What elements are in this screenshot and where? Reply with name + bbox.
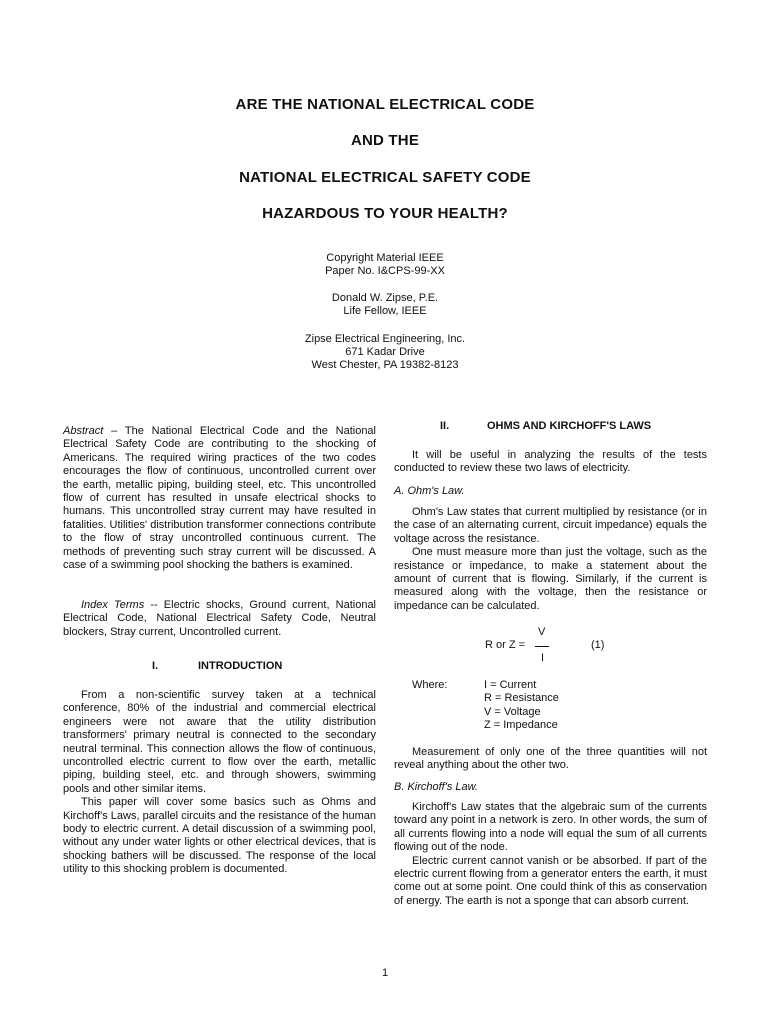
intro-paragraph-2: This paper will cover some basics such as Ohms and Kirchoff's Laws, parallel circuits and the resistance of the human body to electric current. A detail discussion of a swimming pool, without any under water lights or other electrical devices, that is shocking bathers will be discussed. The response of the local utility to this shocking problem is documented.: [63, 796, 376, 876]
title-line-2: AND THE: [350, 132, 420, 149]
abstract-label: Abstract: [63, 425, 104, 437]
page-number: 1: [381, 967, 389, 979]
kirchoff-paragraph-1: Kirchoff's Law states that the algebraic sum of the currents toward any point in a network is zero. In other words, the sum of all currents flowing into a node will equal the sum of all currents flowing out of the node.: [394, 801, 707, 854]
definition-voltage: V = Voltage: [484, 705, 541, 718]
index-terms-text: -- Electric shocks, Ground current, National Electrical Code, National Electrical Safety Code, Neutral blockers, Stray current, Uncontrolled current.: [63, 599, 377, 638]
abstract-block: [63, 425, 376, 572]
definition-impedance: Z = Impedance: [484, 719, 558, 732]
copyright-line: Copyright Material IEEE: [326, 252, 444, 264]
where-label: Where:: [412, 679, 448, 691]
kirchoffs-law-body: [394, 801, 707, 908]
paper-number: Paper No. I&CPS-99-XX: [325, 265, 445, 277]
company-city: West Chester, PA 19382-8123: [311, 359, 459, 371]
company-name: Zipse Electrical Engineering, Inc.: [304, 333, 466, 345]
equation-number: (1): [591, 639, 605, 651]
introduction-body: [63, 689, 376, 877]
section-1-number: I.: [152, 660, 159, 672]
section-1-title: INTRODUCTION: [198, 660, 283, 672]
abstract-text: – The National Electrical Code and the National Electrical Safety Code are contributing to the shocking of Americans. The required wiring practices of the two codes encourages the flow of continuous, uncontrolled current over the earth, metallic piping, building steel, etc. This uncontrolled flow of current has resulted in unsafe electrical shocks to humans. This uncontrolled stray current may have resulted in fatalities. Utilities' distribution transformer connections contribute to the flow of stray uncontrolled continuous current. The methods of preventing such stray current will be discussed. A case of a swimming pool shocking the bathers is examined.: [63, 425, 376, 572]
section-2-title: OHMS AND KIRCHOFF'S LAWS: [487, 420, 652, 432]
definition-resistance: R = Resistance: [484, 692, 559, 705]
ohms-paragraph-1: Ohm's Law states that current multiplied by resistance (or in the case of an alternating current, circuit impedance) equals the voltage across the resistance.: [394, 506, 707, 545]
company-street: 671 Kadar Drive: [345, 346, 425, 358]
subsection-a-heading: A. Ohm's Law.: [394, 485, 465, 497]
ohms-paragraph-2: One must measure more than just the voltage, such as the resistance or impedance, to make a statement about the amount of current that is flowing. Similarly, if the current is measured along with the voltage, then the resistance or impedance can be calculated.: [394, 546, 707, 612]
section-2-intro: It will be useful in analyzing the results of the tests conducted to review these two laws of electricity.: [394, 449, 707, 475]
intro-paragraph-1: From a non-scientific survey taken at a technical conference, 80% of the industrial and commercial electrical engineers were not aware that the utility distribution transformers' primary neutral is connected to the secondary neutral terminal. This connection allows the flow of continuous, uncontrolled electric current to flow over the earth, metallic piping, building steel, etc. and through showers, swimming pools and other similar items.: [63, 689, 376, 795]
kirchoff-paragraph-2: Electric current cannot vanish or be absorbed. If part of the electric current flowing from a generator enters the earth, it must come out at some point. One could think of this as conservation of energy. The earth is not a sponge that can absorb current.: [394, 854, 707, 907]
title-line-4: HAZARDOUS TO YOUR HEALTH?: [262, 205, 508, 222]
subsection-b-heading: B. Kirchoff's Law.: [394, 781, 479, 793]
index-terms-block: [63, 599, 376, 639]
equation-denominator: I: [541, 652, 545, 664]
equation-lhs: R or Z =: [485, 639, 526, 651]
section-2-number: II.: [440, 420, 450, 432]
author-name: Donald W. Zipse, P.E.: [331, 292, 439, 304]
measurement-note: Measurement of only one of the three quantities will not reveal anything about the other two.: [394, 746, 707, 772]
where-definitions: [484, 679, 559, 733]
definition-current: I = Current: [484, 679, 537, 691]
fraction-bar: [535, 646, 549, 647]
ohms-law-body: [394, 506, 707, 613]
title-line-1: ARE THE NATIONAL ELECTRICAL CODE: [235, 96, 535, 113]
index-terms-label: Index Terms: [81, 599, 145, 611]
equation-numerator: V: [538, 626, 546, 638]
author-title: Life Fellow, IEEE: [343, 305, 427, 317]
title-line-3: NATIONAL ELECTRICAL SAFETY CODE: [239, 169, 531, 186]
